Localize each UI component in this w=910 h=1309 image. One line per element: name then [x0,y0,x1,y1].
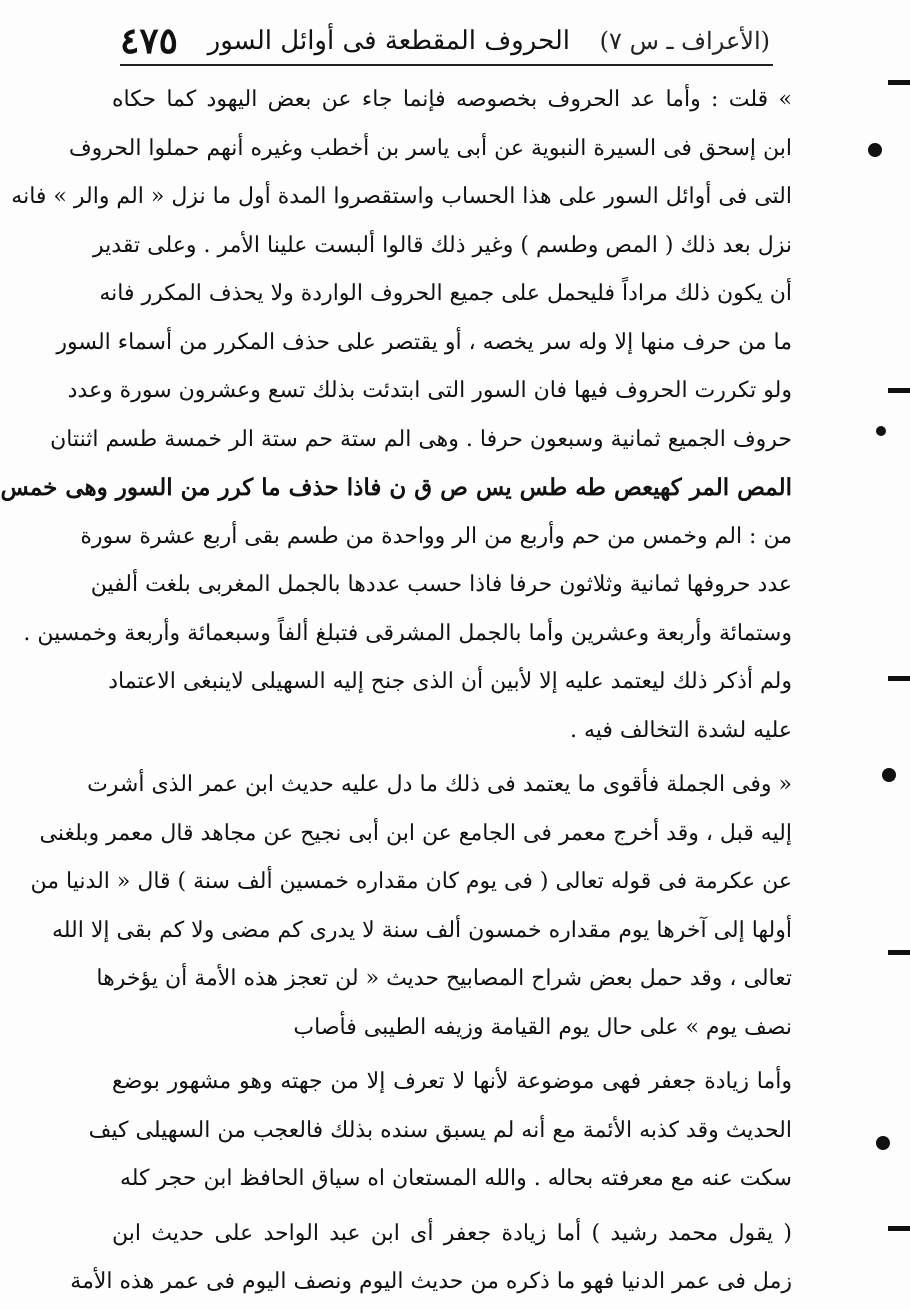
binding-mark [888,676,910,681]
binding-mark [888,1226,910,1231]
section-reference: (الأعراف ـ س ٧) [599,27,770,55]
text-line: ولو تكررت الحروف فيها فان السور التى ابتدئت بذلك تسع وعشرون سورة وعدد [67,378,792,403]
text-line: عليه لشدة التخالف فيه . [570,717,792,743]
text-line: » قلت : وأما عد الحروف بخصوصه فإنما جاء عن بعض اليهود كما حكاه [112,87,792,112]
text-line: إليه قبل ، وقد أخرج معمر فى الجامع عن ابن أبى نجيح عن مجاهد قال معمر وبلغنى [39,820,792,846]
text-line: ( يقول محمد رشيد ) أما زيادة جعفر أى ابن عبد الواحد على حديث ابن [112,1220,792,1246]
ink-blot [876,1136,890,1150]
page-body [0,76,792,1307]
text-line: تعالى ، وقد حمل بعض شراح المصابيح حديث « لن تعجز هذه الأمة أن يؤخرها [96,966,792,991]
running-title: الحروف المقطعة فى أوائل السور [207,26,571,56]
text-line: وستمائة وأربعة وعشرين وأما بالجمل المشرقى فتبلغ ألفاً وسبعمائة وأربعة وخمسين . [23,620,792,646]
ink-blot [882,768,896,782]
page-number: ٤٧٥ [120,20,179,62]
text-line: أن يكون ذلك مراداً فليحمل على جميع الحروف الواردة ولا يحذف المكرر فانه [99,281,792,306]
text-line: نزل بعد ذلك ( المص وطسم ) وغير ذلك قالوا ألبست علينا الأمر . وعلى تقدير [93,232,792,258]
text-line: « وفى الجملة فأقوى ما يعتمد فى ذلك ما دل عليه حديث ابن عمر الذى أشرت [87,772,792,797]
text-line: أولها إلى آخرها يوم مقداره خمسون ألف سنة لا يدرى كم مضى ولا كم بقى إلا الله [51,917,792,943]
ink-blot [876,426,886,436]
text-line: عن عكرمة فى قوله تعالى ( فى يوم كان مقداره خمسين ألف سنة ) قال « الدنيا من [30,869,792,894]
binding-mark [888,950,910,955]
text-line: ولم أذكر ذلك ليعتمد عليه إلا لأبين أن الذى جنح إليه السهيلى لاينبغى الاعتماد [108,669,792,694]
text-line: ابن إسحق فى السيرة النبوية عن أبى ياسر بن أخطب وغيره أنهم حملوا الحروف [68,135,792,161]
text-line: من : الم وخمس من حم وأربع من الر وواحدة من طسم بقى أربع عشرة سورة [80,523,792,549]
text-line: عدد حروفها ثمانية وثلاثون حرفا فاذا حسب عددها بالجمل المغربى بلغت ألفين [90,572,792,597]
text-line: ما من حرف منها إلا وله سر يخصه ، أو يقتصر على حذف المكرر من أسماء السور [56,329,792,355]
text-line: وأما زيادة جعفر فهى موضوعة لأنها لا تعرف إلا من جهته وهو مشهور بوضع [112,1069,792,1094]
text-line: سكت عنه مع معرفته بحاله . والله المستعان اه سياق الحافظ ابن حجر كله [119,1166,792,1191]
header-rule [120,64,773,66]
text-line: نصف يوم » على حال يوم القيامة وزيفه الطيبى فأصاب [293,1014,792,1040]
binding-mark [888,80,910,85]
ink-blot [868,143,882,157]
text-line: حروف الجميع ثمانية وسبعون حرفا . وهى الم ستة حم ستة الر خمسة طسم اثنتان [50,426,792,452]
text-line: زمل فى عمر الدنيا فهو ما ذكره من حديث اليوم ونصف اليوم فى عمر هذه الأمة [70,1269,792,1294]
page-header [120,22,770,60]
text-line: المص المر كهيعص طه طس يس ص ق ن فاذا حذف ما كرر من السور وهى خمس [0,474,792,501]
text-line: الحديث وقد كذبه الأئمة مع أنه لم يسبق سنده بذلك فالعجب من السهيلى كيف [88,1117,792,1143]
text-line: التى فى أوائل السور على هذا الحساب واستقصروا المدة أول ما نزل « الم والر » فانه [11,184,792,209]
binding-mark [888,388,910,393]
